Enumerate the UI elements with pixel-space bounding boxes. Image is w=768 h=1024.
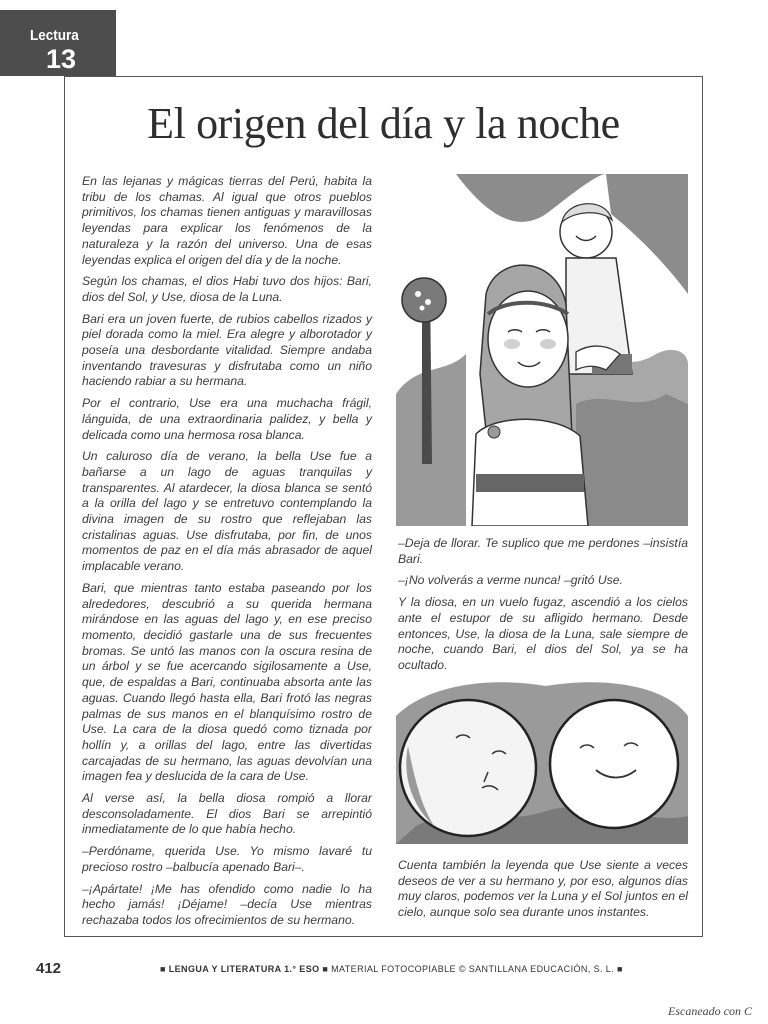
paragraph: –Perdóname, querida Use. Yo mismo lavaré tu precioso rostro –balbucía apenado Bari–.: [82, 844, 372, 874]
paragraph: Por el contrario, Use era una muchacha frágil, lánguida, de una extraordinaria palidez, y bella y delicada como una hermosa rosa blanca.: [82, 396, 372, 442]
reading-tab: [0, 10, 116, 76]
paragraph: –¡No volverás a verme nunca! –gritó Use.: [398, 573, 623, 588]
rights-label: MATERIAL FOTOCOPIABLE © SANTILLANA EDUCACIÓN, S. L.: [331, 964, 615, 974]
paragraph: En las lejanas y mágicas tierras del Perú, habita la tribu de los chamas. Al igual que otros pueblos primitivos, los chamas tienen antiguas y maravillosas leyendas para explicar los fenómenos de la naturaleza y la razón del universo. Una de esas leyendas explica el origen del día y de la noche.: [82, 174, 372, 267]
paragraph: –Deja de llorar. Te suplico que me perdones –insistía Bari.: [398, 536, 688, 566]
subject-label: LENGUA Y LITERATURA 1.° ESO: [168, 964, 320, 974]
scan-watermark: Escaneado con C: [668, 1004, 752, 1018]
reading-number: 13: [46, 44, 77, 74]
paragraph: Un caluroso día de verano, la bella Use fue a bañarse a un lago de aguas tranquilas y transparentes. Al atardecer, la diosa blanca se sentó a la orilla del lago y se entretuvo contemplando la divina imagen de su rostro que reflejaban las cristalinas aguas. Use disfrutaba, por fin, de unos momentos de paz en el día más abrasador de aquel implacable verano.: [82, 449, 372, 574]
square-bullet-icon: ■: [617, 964, 623, 974]
footer-credits: [160, 964, 623, 974]
square-bullet-icon: ■: [160, 964, 169, 974]
paragraph: Al verse así, la bella diosa rompió a llorar desconsoladamente. El dios Bari se arrepintió inmediatamente de lo que había hecho.: [82, 791, 372, 837]
paragraph: Bari era un joven fuerte, de rubios cabellos rizados y piel dorada como la miel. Era alegre y alborotador y poseía una desbordante vitalidad. Siempre andaba inventando travesuras y disfrutaba como un niño haciendo rabiar a su hermana.: [82, 311, 372, 389]
closing-text-block: [398, 858, 688, 927]
right-text-block: [398, 536, 688, 680]
paragraph: Y la diosa, en un vuelo fugaz, ascendió a los cielos ante el estupor de su afligido hermano. Desde entonces, Use, la diosa de la Luna, sale siempre de noche, cuando Bari, el dios del Sol, ya se ha ocultado.: [398, 595, 688, 672]
reading-label: Lectura: [30, 27, 79, 44]
square-bullet-icon: ■: [322, 964, 329, 974]
page-title: El origen del día y la noche: [147, 99, 620, 148]
left-text-column: [82, 174, 372, 935]
moon-and-sun-illustration: [396, 676, 688, 844]
paragraph: Según los chamas, el dios Habi tuvo dos hijos: Bari, dios del Sol, y Use, diosa de la Luna.: [82, 274, 372, 304]
use-and-bari-illustration: [396, 174, 688, 526]
paragraph: Bari, que mientras tanto estaba paseando por los alrededores, descubrió a su querida hermana mirándose en las aguas del lago y, en ese preciso momento, decidió gastarle una de sus frecuentes bromas. Se untó las manos con la oscura resina de un árbol y se fue acercando sigilosamente a Use, que, de espaldas a Bari, continuaba absorta ante las aguas. Cuando llegó hasta ella, Bari frotó las negras palmas de sus manos en el blanquísimo rostro de Use. La cara de la diosa quedó como tiznada por hollín y, a orillas del lago, entre las divertidas carcajadas de su hermano, las aguas devolvían una imagen fea y deslucida de la cara de Use.: [82, 580, 372, 784]
page-number: 412: [36, 960, 62, 977]
paragraph: –¡Apártate! ¡Me has ofendido como nadie lo ha hecho jamás! ¡Déjame! –decía Use mientras rechazaba todos los ofrecimientos de su hermano.: [82, 881, 372, 927]
paragraph: Cuenta también la leyenda que Use siente a veces deseos de ver a su hermano y, por eso, algunos días muy claros, podemos ver la Luna y el Sol juntos en el cielo, aunque solo sea durante unos instantes.: [398, 858, 688, 920]
